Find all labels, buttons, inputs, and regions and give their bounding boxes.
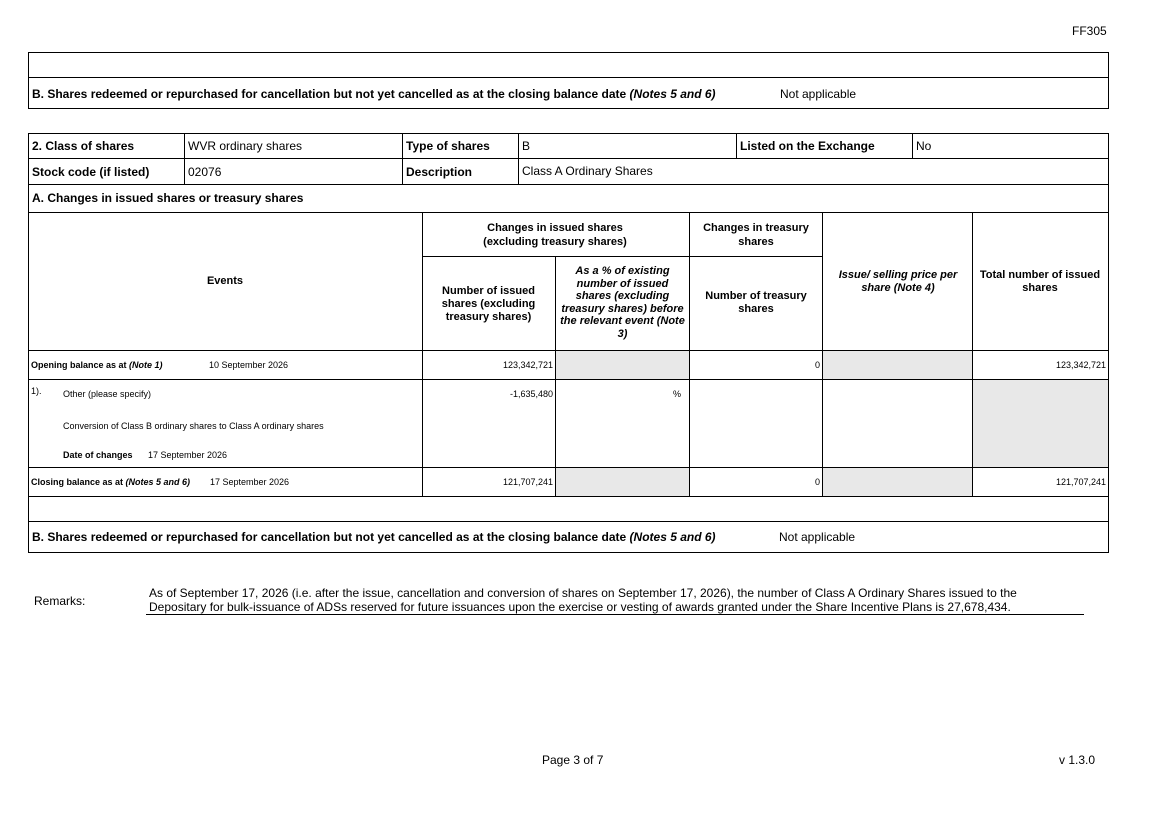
stock-code-value: 02076 — [188, 165, 222, 179]
col-divider — [736, 133, 737, 158]
grey-cell — [973, 380, 1108, 467]
type-label: Type of shares — [406, 139, 490, 153]
row-divider — [28, 158, 1109, 159]
bottom-section-b-label: B. Shares redeemed or repurchased for cancellation but not yet cancelled as at the closing balance date — [32, 530, 627, 544]
col-divider — [689, 212, 690, 496]
opening-date: 10 September 2026 — [209, 360, 289, 370]
top-section-b — [32, 87, 716, 101]
opening-issued: 123,342,721 — [502, 360, 553, 370]
description-value: Class A Ordinary Shares — [522, 164, 653, 178]
event1-date: 17 September 2026 — [148, 450, 228, 460]
closing-label-group — [31, 477, 190, 487]
event1-type: Other (please specify) — [63, 389, 152, 399]
header-num-treasury: Number of treasury shares — [705, 290, 807, 315]
col-divider — [422, 212, 423, 496]
event1-date-label: Date of changes — [63, 450, 133, 460]
event1-number: 1). — [31, 386, 42, 396]
top-section-b-notes: (Notes 5 and 6) — [629, 87, 716, 101]
section-a-title: A. Changes in issued shares or treasury shares — [32, 191, 304, 205]
event1-pct: % — [672, 389, 681, 399]
opening-note: (Note 1) — [129, 360, 163, 370]
closing-note: (Notes 5 and 6) — [125, 477, 191, 487]
closing-label: Closing balance as at — [31, 477, 124, 487]
header-issued-group: Changes in issued shares (excluding treasury shares) — [483, 222, 627, 248]
description-label: Description — [406, 165, 473, 179]
form-code: FF305 — [1072, 24, 1107, 38]
class-label: 2. Class of shares — [32, 139, 135, 153]
closing-treasury: 0 — [814, 477, 820, 487]
col-divider — [402, 133, 403, 184]
opening-label-group — [31, 360, 163, 370]
version: v 1.3.0 — [1059, 753, 1096, 767]
listed-value: No — [916, 139, 932, 153]
grey-cell — [556, 468, 689, 496]
closing-issued: 121,707,241 — [502, 477, 553, 487]
page-number: Page 3 of 7 — [542, 753, 604, 767]
opening-label: Opening balance as at — [31, 360, 127, 370]
event1-description: Conversion of Class B ordinary shares to Class A ordinary shares — [63, 421, 324, 431]
divider — [28, 77, 1109, 78]
top-section-b-value: Not applicable — [780, 87, 857, 101]
opening-treasury: 0 — [814, 360, 820, 370]
grey-cell — [823, 351, 972, 379]
header-treasury-group: Changes in treasury shares — [703, 222, 809, 248]
header-events: Events — [206, 275, 244, 287]
col-divider — [912, 133, 913, 158]
grey-cell — [556, 351, 689, 379]
header-price: Issue/ selling price per share (Note 4) — [838, 269, 958, 294]
header-total: Total number of issued shares — [979, 269, 1101, 294]
row-divider — [28, 212, 1109, 213]
col-divider — [184, 133, 185, 184]
remarks-line2: Depositary for bulk-issuance of ADSs reserved for future issuances upon the exercise or vesting of awards granted under the Share Incentive Plans is 27,678,434. — [149, 600, 1011, 614]
divider — [28, 521, 1109, 522]
bottom-section-b-notes: (Notes 5 and 6) — [629, 530, 716, 544]
row-divider — [28, 184, 1109, 185]
closing-date: 17 September 2026 — [210, 477, 290, 487]
grey-cell — [823, 468, 972, 496]
type-value: B — [522, 139, 531, 153]
bottom-section-b-box — [28, 496, 1109, 553]
header-num-issued: Number of issued shares (excluding treasury shares) — [441, 285, 536, 323]
header-divider — [422, 256, 823, 257]
listed-label: Listed on the Exchange — [740, 139, 875, 153]
header-pct-existing: As a % of existing number of issued shares (excluding treasury shares) before the relevant event (Note 3) — [560, 265, 685, 340]
col-divider — [518, 133, 519, 184]
class-value: WVR ordinary shares — [188, 139, 303, 153]
bottom-section-b — [32, 530, 716, 544]
remarks-line1: As of September 17, 2026 (i.e. after the issue, cancellation and conversion of shares on September 17, 2026), the number of Class A Ordinary Shares issued to the — [149, 586, 1017, 600]
row-divider — [28, 379, 1109, 380]
opening-total: 123,342,721 — [1055, 360, 1106, 370]
remarks-label: Remarks: — [34, 594, 86, 608]
closing-total: 121,707,241 — [1055, 477, 1106, 487]
remarks-underline — [146, 614, 1084, 615]
top-section-b-label: B. Shares redeemed or repurchased for cancellation but not yet cancelled as at the closing balance date — [32, 87, 627, 101]
event1-issued: -1,635,480 — [509, 389, 553, 399]
bottom-section-b-value: Not applicable — [779, 530, 856, 544]
stock-code-label: Stock code (if listed) — [32, 165, 150, 179]
